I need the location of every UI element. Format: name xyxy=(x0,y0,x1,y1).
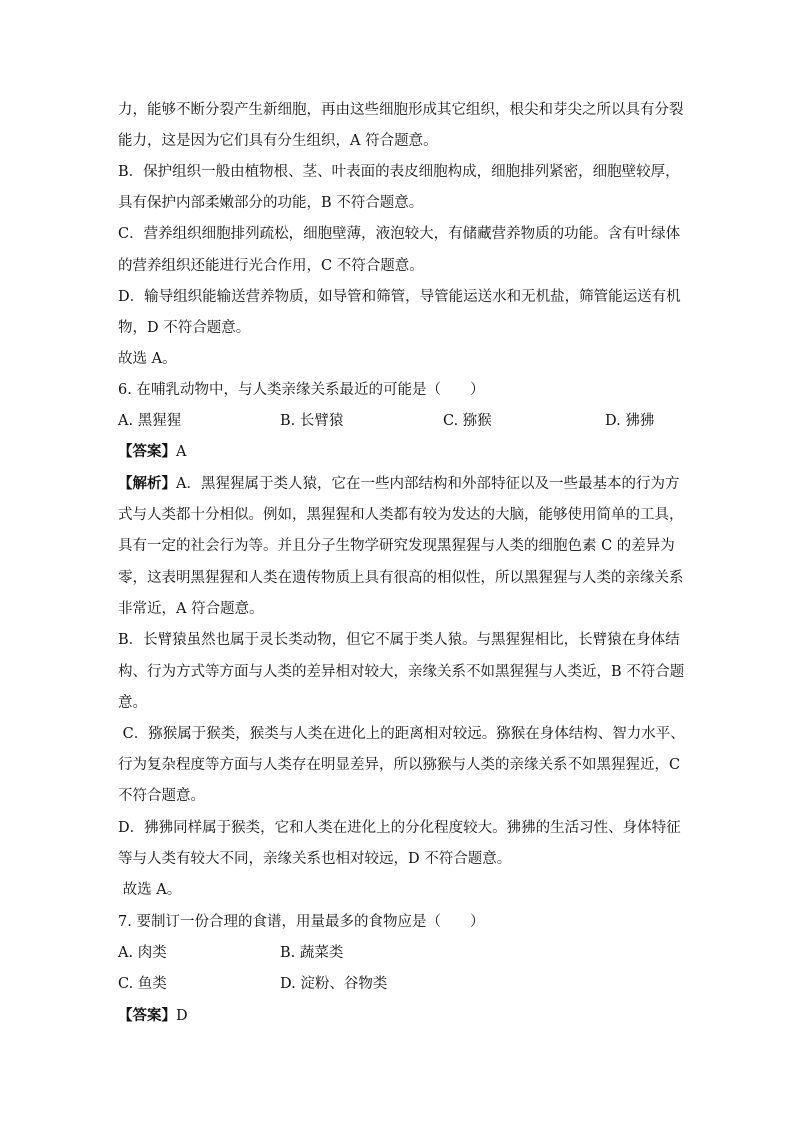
q6-analysis-line: 构、行为方式等方面与人类的差异相对较大，亲缘关系不如黑猩猩与人类近，B 不符合题 xyxy=(118,664,685,680)
analysis-tag: 【解析】 xyxy=(118,475,176,492)
text-line: C．营养组织细胞排列疏松，细胞壁薄，液泡较大，有储藏营养物质的功能。含有叶绿体 xyxy=(118,226,681,242)
q6-analysis-line xyxy=(118,474,678,494)
q6-analysis-line: 等与人类有较大不同，亲缘关系也相对较远，D 不符合题意。 xyxy=(118,851,512,867)
analysis-text: A．黑猩猩属于类人猿，它在一些内部结构和外部特征以及一些最基本的行为方 xyxy=(176,476,680,492)
q7-option-a: A. 肉类 xyxy=(118,945,167,961)
q6-analysis-line: 式与人类都十分相似。例如，黑猩猩和人类都有较为发达的大脑，能够使用简单的工具， xyxy=(118,507,684,523)
q6-option-b: B. 长臂猿 xyxy=(280,413,344,429)
q7-option-b: B. 蔬菜类 xyxy=(280,945,344,961)
answer-value: D xyxy=(176,1008,188,1024)
text-line: B．保护组织一般由植物根、茎、叶表面的表皮细胞构成，细胞排列紧密，细胞壁较厚， xyxy=(118,164,680,180)
q6-analysis-line: B．长臂猿虽然也属于灵长类动物，但它不属于类人猿。与黑猩猩相比，长臂猿在身体结 xyxy=(118,632,680,648)
text-line: 具有保护内部柔嫩部分的功能，B 不符合题意。 xyxy=(118,195,424,211)
text-line: 能力，这是因为它们具有分生组织，A 符合题意。 xyxy=(118,133,438,149)
q6-analysis-line: 行为复杂程度等方面与人类存在明显差异，所以猕猴与人类的亲缘关系不如黑猩猩近，C xyxy=(118,757,681,773)
text-line: 力，能够不断分裂产生新细胞，再由这些细胞形成其它组织，根尖和芽尖之所以具有分裂 xyxy=(118,102,684,118)
q7-answer xyxy=(118,1006,678,1026)
q6-conclusion-line: 故选 A。 xyxy=(118,882,182,898)
answer-tag: 【答案】 xyxy=(118,1007,176,1024)
text-line: 的营养组织还能进行光合作用，C 不符合题意。 xyxy=(118,258,424,274)
q6-analysis-line: 不符合题意。 xyxy=(118,788,205,804)
text-line: D．输导组织能输送营养物质，如导管和筛管，导管能运送水和无机盐，筛管能运送有机 xyxy=(118,289,681,305)
question-6: 6. 在哺乳动物中，与人类亲缘关系最近的可能是（ ） xyxy=(118,382,485,398)
q6-analysis-line: C．猕猴属于猴类，猴类与人类在进化上的距离相对较远。猕猴在身体结构、智力水平、 xyxy=(118,726,685,742)
q6-analysis-line: 具有一定的社会行为等。并且分子生物学研究发现黑猩猩与人类的细胞色素 C 的差异为 xyxy=(118,538,675,554)
q6-analysis-line: 非常近，A 符合题意。 xyxy=(118,601,264,617)
q6-option-c: C. 猕猴 xyxy=(443,413,492,429)
q7-option-d: D. 淀粉、谷物类 xyxy=(280,976,388,992)
conclusion-line: 故选 A。 xyxy=(118,351,177,367)
q6-analysis-line: D．狒狒同样属于猴类，它和人类在进化上的分化程度较大。狒狒的生活习性、身体特征 xyxy=(118,820,681,836)
q6-analysis-line: 零，这表明黑猩猩和人类在遗传物质上具有很高的相似性，所以黑猩猩与人类的亲缘关系 xyxy=(118,570,684,586)
q6-option-d: D. 狒狒 xyxy=(605,413,655,429)
q6-answer xyxy=(118,442,678,462)
q6-analysis-line: 意。 xyxy=(118,695,147,711)
q7-option-c: C. 鱼类 xyxy=(118,976,167,992)
text-line: 物，D 不符合题意。 xyxy=(118,320,251,336)
question-7: 7. 要制订一份合理的食谱，用量最多的食物应是（ ） xyxy=(118,914,485,930)
answer-tag: 【答案】 xyxy=(118,443,176,460)
answer-value: A xyxy=(176,444,187,460)
q6-option-a: A. 黑猩猩 xyxy=(118,413,182,429)
